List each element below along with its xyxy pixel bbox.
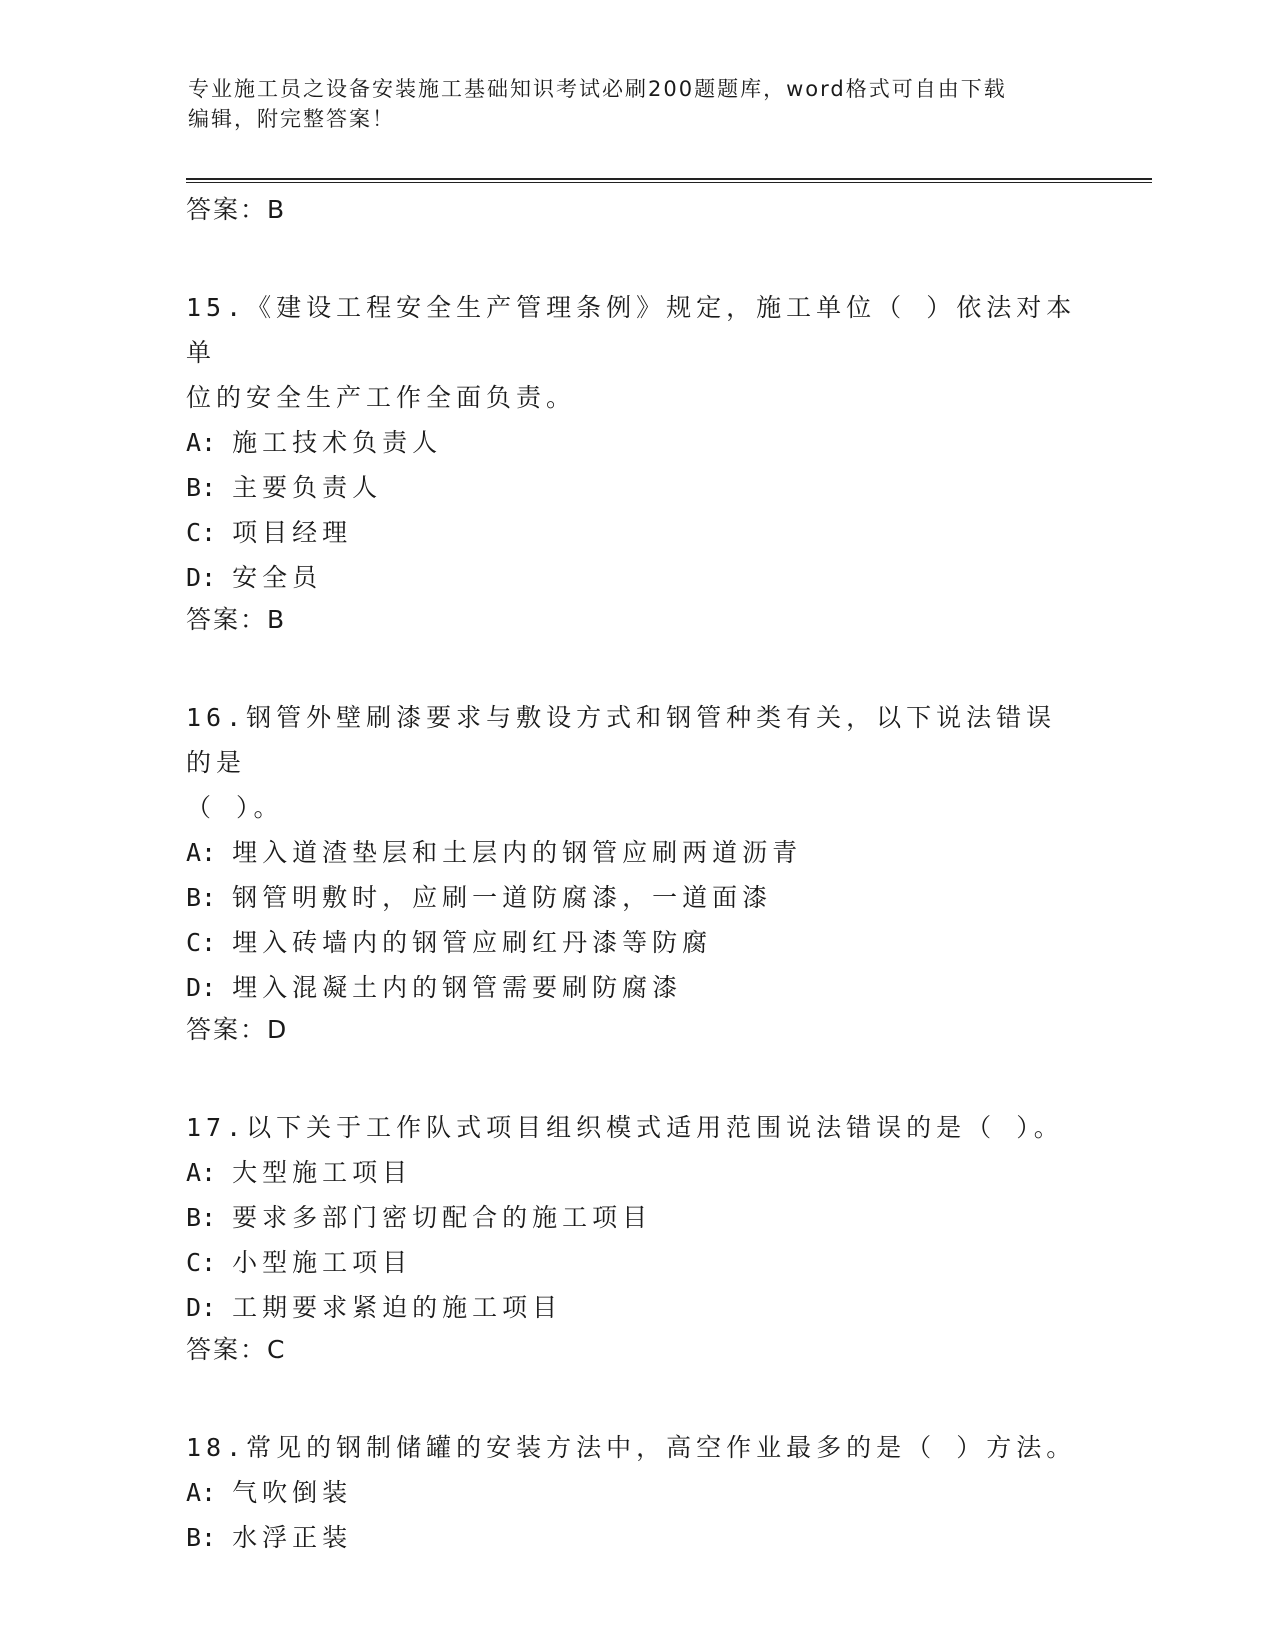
question-stem-line: 17.以下关于工作队式项目组织模式适用范围说法错误的是（ ）。 bbox=[186, 1113, 1064, 1142]
question-stem-line: 位的安全生产工作全面负责。 bbox=[186, 383, 577, 412]
questions-container bbox=[186, 285, 1086, 1560]
option-key: D: bbox=[186, 563, 217, 592]
option-key: B: bbox=[186, 1523, 217, 1552]
header-divider bbox=[186, 178, 1152, 183]
question-stem-line: 16.钢管外壁刷漆要求与敷设方式和钢管种类有关，以下说法错误的是 bbox=[186, 703, 1057, 777]
answer-label: 答案： bbox=[186, 605, 268, 634]
option-key: C: bbox=[186, 1248, 217, 1277]
option-text: 安全员 bbox=[232, 563, 323, 592]
option-key: B: bbox=[186, 883, 217, 912]
answer-option bbox=[186, 510, 1086, 555]
question-block bbox=[186, 1425, 1086, 1560]
option-text: 埋入道渣垫层和土层内的钢管应刷两道沥青 bbox=[232, 838, 803, 867]
option-text: 水浮正装 bbox=[232, 1523, 353, 1552]
answer-option bbox=[186, 830, 1086, 875]
option-text: 气吹倒装 bbox=[232, 1478, 353, 1507]
option-key: C: bbox=[186, 518, 217, 547]
header-line-1: 专业施工员之设备安装施工基础知识考试必刷200题题库，word格式可自由下载 bbox=[188, 77, 1007, 101]
answer-option bbox=[186, 875, 1086, 920]
option-text: 小型施工项目 bbox=[232, 1248, 413, 1277]
option-text: 施工技术负责人 bbox=[232, 428, 443, 457]
option-key: A: bbox=[186, 1158, 217, 1187]
answer-option bbox=[186, 1470, 1086, 1515]
answer-label: 答案： bbox=[186, 1335, 268, 1364]
question-list bbox=[186, 190, 1086, 1560]
answer-option bbox=[186, 1515, 1086, 1560]
option-key: D: bbox=[186, 1293, 217, 1322]
answer-option bbox=[186, 465, 1086, 510]
option-text: 项目经理 bbox=[232, 518, 353, 547]
question-answer bbox=[186, 600, 1086, 640]
option-text: 主要负责人 bbox=[232, 473, 383, 502]
option-text: 埋入混凝土内的钢管需要刷防腐漆 bbox=[232, 973, 683, 1002]
question-block bbox=[186, 285, 1086, 640]
question-stem-line: （ ）。 bbox=[186, 793, 284, 822]
answer-option bbox=[186, 1285, 1086, 1330]
page-header bbox=[188, 74, 1088, 134]
option-text: 钢管明敷时，应刷一道防腐漆，一道面漆 bbox=[232, 883, 773, 912]
question-block bbox=[186, 695, 1086, 1050]
question-stem-line: 15.《建设工程安全生产管理条例》规定，施工单位（ ）依法对本单 bbox=[186, 293, 1077, 367]
option-text: 工期要求紧迫的施工项目 bbox=[232, 1293, 563, 1322]
answer-option bbox=[186, 965, 1086, 1010]
option-key: A: bbox=[186, 428, 217, 457]
option-key: D: bbox=[186, 973, 217, 1002]
answer-option bbox=[186, 420, 1086, 465]
answer-value: B bbox=[267, 605, 286, 634]
option-text: 要求多部门密切配合的施工项目 bbox=[232, 1203, 653, 1232]
option-key: B: bbox=[186, 1203, 217, 1232]
answer-value: C bbox=[267, 1335, 286, 1364]
previous-answer bbox=[186, 190, 1086, 230]
header-line-2: 编辑，附完整答案！ bbox=[188, 107, 395, 131]
answer-option bbox=[186, 1240, 1086, 1285]
question-block bbox=[186, 1105, 1086, 1370]
option-text: 大型施工项目 bbox=[232, 1158, 413, 1187]
option-key: A: bbox=[186, 838, 217, 867]
answer-value: B bbox=[267, 195, 286, 224]
answer-value: D bbox=[267, 1015, 288, 1044]
answer-option bbox=[186, 1150, 1086, 1195]
option-text: 埋入砖墙内的钢管应刷红丹漆等防腐 bbox=[232, 928, 713, 957]
question-answer bbox=[186, 1330, 1086, 1370]
answer-label: 答案： bbox=[186, 195, 268, 224]
question-stem-line: 18.常见的钢制储罐的安装方法中，高空作业最多的是（ ）方法。 bbox=[186, 1433, 1077, 1462]
option-key: C: bbox=[186, 928, 217, 957]
answer-label: 答案： bbox=[186, 1015, 268, 1044]
option-key: A: bbox=[186, 1478, 217, 1507]
option-key: B: bbox=[186, 473, 217, 502]
answer-option bbox=[186, 1195, 1086, 1240]
answer-option bbox=[186, 555, 1086, 600]
question-answer bbox=[186, 1010, 1086, 1050]
answer-option bbox=[186, 920, 1086, 965]
